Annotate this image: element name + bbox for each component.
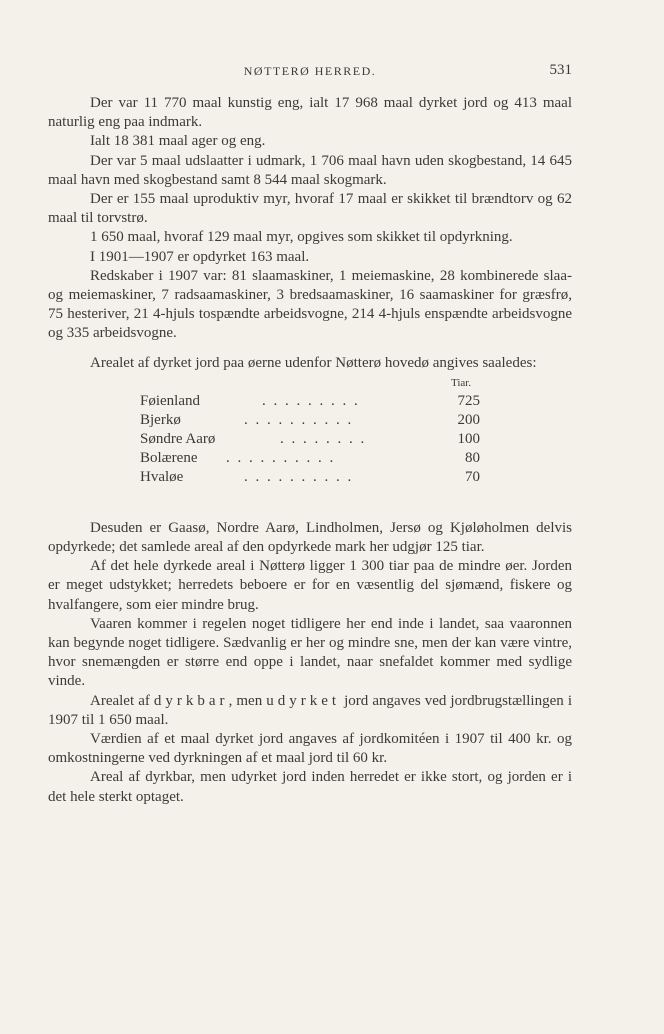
spaced-term: udyrket [266, 692, 341, 709]
islands-table [48, 373, 572, 509]
page-header [48, 62, 572, 82]
paragraph: Desuden er Gaasø, Nordre Aarø, Lindholmen, Jersø og Kjøløholmen delvis opdyrkede; det samlede areal af den opdyrkede mark her udgjør 125 tiar. [48, 519, 572, 556]
paragraph: Der er 155 maal uproduktiv myr, hvoraf 17 maal er skikket til brændtorv og 62 maal til torvstrø. [48, 191, 572, 227]
paragraph: Redskaber i 1907 var: 81 slaamaskiner, 1 meiemaskine, 28 kombinerede slaa- og meiemaskiner, 7 radsaamaskiner, 3 bredsaamaskiner, 16 saamaskiner for græsfrø, 75 hesteriver, 21 4-hjuls tospændte arbeidsvogne, 214 4-hjuls enspændte arbeidsvogne og 335 arbeidsvogne. [48, 267, 572, 342]
text-run: , men [228, 692, 267, 709]
table-row [140, 449, 480, 468]
row-name: Hvaløe [140, 468, 184, 485]
page-number: 531 [549, 62, 572, 78]
table-row [140, 411, 480, 430]
row-value: 100 [457, 430, 480, 447]
table-row [140, 468, 480, 487]
paragraph: Vaaren kommer i regelen noget tidligere her end inde i landet, saa vaaronnen kan begynde noget tidligere. Sædvanlig er her og mindre sne, men der kan være vintre, hvor snemængden er større end oppe i landet, naar snefaldet kommer med sydlige vinde. [48, 615, 572, 690]
paragraph: Der var 5 maal udslaatter i udmark, 1 706 maal havn uden skogbestand, 14 645 maal havn med skogbestand samt 8 544 maal skogmark. [48, 152, 572, 188]
row-value: 200 [457, 411, 480, 428]
row-value: 70 [465, 468, 480, 485]
row-leader-dots: . . . . . . . . . [262, 392, 360, 409]
table-row [140, 430, 480, 449]
paragraph: Der var 11 770 maal kunstig eng, ialt 17 968 maal dyrket jord og 413 maal naturlig eng paa indmark. [48, 95, 572, 131]
table-unit-label: Tiar. [451, 376, 472, 389]
paragraph: I 1901—1907 er opdyrket 163 maal. [90, 248, 310, 265]
spaced-term: dyrkbar [153, 692, 229, 709]
table-intro: Arealet af dyrket jord paa øerne udenfor Nøtterø hovedø angives saaledes: [90, 354, 537, 371]
row-leader-dots: . . . . . . . . . . [244, 468, 354, 485]
row-name: Bolærene [140, 449, 198, 466]
paragraph: 1 650 maal, hvoraf 129 maal myr, opgives som skikket til opdyrkning. [90, 229, 513, 246]
row-leader-dots: . . . . . . . . . . [226, 449, 336, 466]
running-title: NØTTERØ HERRED. [243, 64, 377, 78]
paragraph-spaced-terms [48, 692, 572, 730]
row-name: Føienland [140, 392, 200, 409]
row-name: Bjerkø [140, 411, 181, 428]
paragraph: Af det hele dyrkede areal i Nøtterø ligger 1 300 tiar paa de mindre øer. Jorden er meget udstykket; herredets beboere er for en væsentlig del sjømænd, fiskere og hvalfangere, som eier mindre brug. [48, 558, 572, 613]
row-value: 80 [465, 449, 480, 466]
row-leader-dots: . . . . . . . . [280, 430, 367, 447]
text-run: Arealet af [90, 692, 154, 709]
table-row [140, 392, 480, 411]
row-leader-dots: . . . . . . . . . . [244, 411, 354, 428]
body-text [48, 94, 572, 807]
paragraph: Ialt 18 381 maal ager og eng. [90, 133, 266, 150]
text-run: jord angaves ved jordbrugstællingen i 1907 til 1 650 maal. [48, 692, 572, 728]
paragraph: Areal af dyrkbar, men udyrket jord inden herredet er ikke stort, og jorden er i det hele sterkt optaget. [48, 769, 572, 805]
paragraph: Værdien af et maal dyrket jord angaves af jordkomitéen i 1907 til 400 kr. og omkostningerne ved dyrkningen af et maal jord til 60 kr. [48, 731, 572, 767]
row-value: 725 [457, 392, 480, 409]
row-name: Søndre Aarø [140, 430, 216, 447]
